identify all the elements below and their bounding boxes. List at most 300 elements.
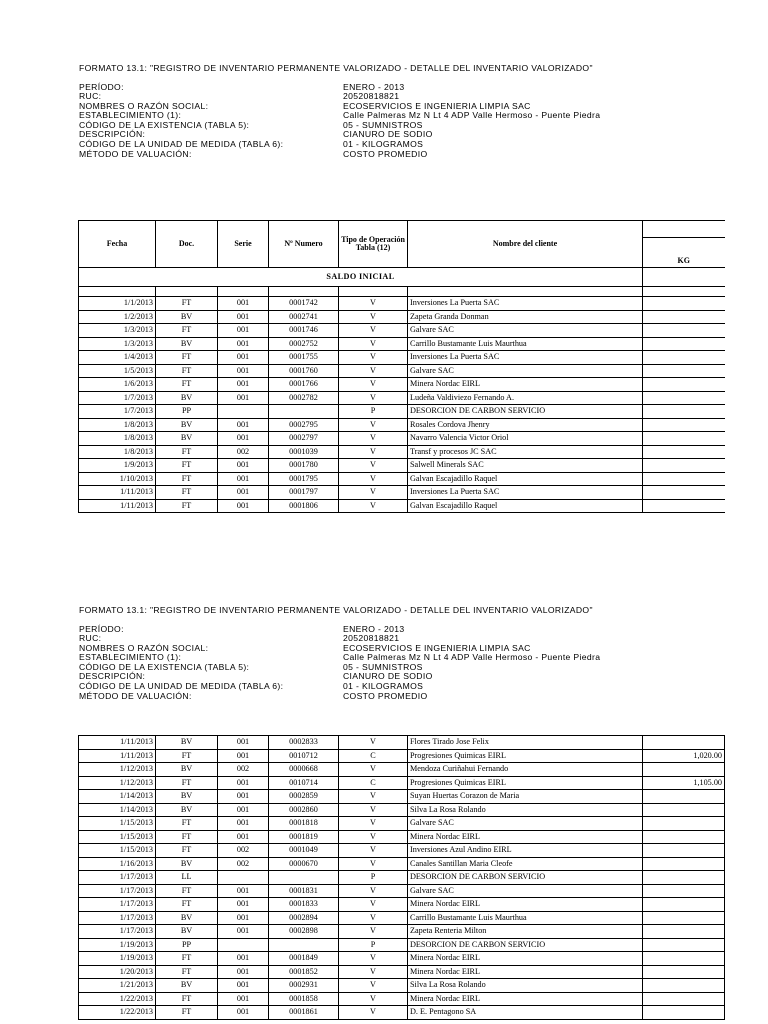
cell-kg: 1,020.00 (643, 749, 725, 763)
cell-cliente: Inversiones La Puerta SAC (408, 297, 643, 311)
cell-kg (643, 337, 725, 351)
cell-fecha: 1/1/2013 (79, 297, 156, 311)
cell-kg (643, 378, 725, 392)
cell-numero: 0001831 (269, 884, 339, 898)
field-value: 20520818821 (343, 91, 400, 102)
field-label: CÓDIGO DE LA UNIDAD DE MEDIDA (TABLA 6): (79, 681, 284, 692)
cell-doc: FT (156, 817, 218, 831)
cell-numero: 0002898 (269, 925, 339, 939)
cell-numero: 0000668 (269, 763, 339, 777)
col-header-fecha: Fecha (79, 221, 156, 268)
cell-numero: 0001849 (269, 952, 339, 966)
cell-operacion: P (339, 938, 408, 952)
field-value: 01 - KILOGRAMOS (343, 139, 424, 150)
cell-serie: 001 (218, 378, 269, 392)
cell-kg (643, 938, 725, 952)
field-label: DESCRIPCIÓN: (79, 671, 146, 682)
header-field-metodo-valuacion (79, 692, 600, 702)
col-header-kg: KG (643, 238, 725, 268)
cell-numero: 0001797 (269, 486, 339, 500)
cell-serie: 001 (218, 817, 269, 831)
cell-operacion: V (339, 445, 408, 459)
cell-numero: 0002833 (269, 736, 339, 750)
cell-operacion: V (339, 1006, 408, 1020)
cell-numero: 0002795 (269, 418, 339, 432)
cell-cliente: Minera Nordac EIRL (408, 992, 643, 1006)
cell-numero: 0002860 (269, 803, 339, 817)
cell-serie (218, 871, 269, 885)
cell-kg (643, 297, 725, 311)
cell-kg (643, 445, 725, 459)
cell-kg (643, 911, 725, 925)
cell-serie: 001 (218, 418, 269, 432)
cell-doc: FT (156, 378, 218, 392)
cell-operacion: V (339, 351, 408, 365)
cell-cliente: Progresiones Quimicas EIRL (408, 776, 643, 790)
cell-doc: FT (156, 965, 218, 979)
cell-operacion: V (339, 736, 408, 750)
cell-kg (643, 459, 725, 473)
cell-operacion: V (339, 310, 408, 324)
cell-serie (218, 938, 269, 952)
cell-operacion: V (339, 324, 408, 338)
cell-cliente: DESORCION DE CARBON SERVICIO (408, 405, 643, 419)
cell-serie: 001 (218, 898, 269, 912)
cell-serie: 001 (218, 364, 269, 378)
cell-operacion: V (339, 418, 408, 432)
table-row (79, 391, 725, 405)
table-row (79, 763, 725, 777)
cell-cliente: Minera Nordac EIRL (408, 898, 643, 912)
cell-doc: PP (156, 405, 218, 419)
cell-fecha: 1/17/2013 (79, 884, 156, 898)
cell-operacion: V (339, 857, 408, 871)
cell-numero: 0001795 (269, 472, 339, 486)
cell-serie: 001 (218, 992, 269, 1006)
table-row (79, 992, 725, 1006)
cell-kg (643, 925, 725, 939)
cell-cliente: Carrillo Bustamante Luis Maurthua (408, 911, 643, 925)
cell-serie: 001 (218, 790, 269, 804)
cell-kg (643, 351, 725, 365)
cell-cliente: Mendoza Curiñahui Fernando (408, 763, 643, 777)
cell-doc: FT (156, 1006, 218, 1020)
cell-fecha: 1/17/2013 (79, 871, 156, 885)
table-row (79, 911, 725, 925)
cell-cliente: Transf y procesos JC SAC (408, 445, 643, 459)
cell-serie: 001 (218, 310, 269, 324)
cell-serie: 001 (218, 749, 269, 763)
cell-fecha: 1/22/2013 (79, 992, 156, 1006)
cell-fecha: 1/15/2013 (79, 817, 156, 831)
cell-cliente: Navarro Valencia Victor Oriol (408, 432, 643, 446)
cell-numero: 0001858 (269, 992, 339, 1006)
field-value: CIANURO DE SODIO (343, 129, 433, 140)
cell-cliente: Inversiones La Puerta SAC (408, 351, 643, 365)
table-row (79, 871, 725, 885)
cell-numero: 0001049 (269, 844, 339, 858)
cell-fecha: 1/10/2013 (79, 472, 156, 486)
cell-fecha: 1/15/2013 (79, 830, 156, 844)
field-value: ENERO - 2013 (343, 623, 405, 634)
field-label: PERÍODO: (79, 81, 124, 92)
cell-serie: 001 (218, 911, 269, 925)
cell-doc: FT (156, 297, 218, 311)
cell-kg (643, 324, 725, 338)
cell-doc: BV (156, 432, 218, 446)
cell-operacion: V (339, 378, 408, 392)
cell-kg (643, 418, 725, 432)
table-row (79, 405, 725, 419)
cell-cliente: DESORCION DE CARBON SERVICIO (408, 938, 643, 952)
cell-fecha: 1/11/2013 (79, 486, 156, 500)
cell-fecha: 1/11/2013 (79, 736, 156, 750)
cell-cliente: Zapeta Granda Donman (408, 310, 643, 324)
table-header-row (79, 221, 725, 238)
cell-fecha: 1/5/2013 (79, 364, 156, 378)
cell-operacion: V (339, 817, 408, 831)
field-value: 05 - SUMNISTROS (343, 661, 423, 672)
cell-doc: BV (156, 911, 218, 925)
cell-kg (643, 952, 725, 966)
cell-doc: FT (156, 351, 218, 365)
cell-operacion: V (339, 844, 408, 858)
table-row (79, 830, 725, 844)
cell-kg (643, 499, 725, 513)
cell-fecha: 1/17/2013 (79, 911, 156, 925)
cell-cliente: Galvan Escajadillo Raquel (408, 472, 643, 486)
field-label: PERÍODO: (79, 623, 124, 634)
table-row (79, 925, 725, 939)
cell-numero (269, 871, 339, 885)
field-label: ESTABLECIMIENTO (1): (79, 110, 182, 121)
cell-serie: 002 (218, 763, 269, 777)
field-value: ECOSERVICIOS E INGENIERIA LIMPIA SAC (343, 642, 531, 653)
field-label: MÉTODO DE VALUACIÓN: (79, 690, 192, 701)
cell-fecha: 1/19/2013 (79, 952, 156, 966)
cell-numero (269, 405, 339, 419)
cell-doc: BV (156, 418, 218, 432)
saldo-inicial-kg (643, 268, 725, 287)
cell-serie: 001 (218, 391, 269, 405)
table-row (79, 418, 725, 432)
cell-serie: 002 (218, 445, 269, 459)
cell-numero: 0001742 (269, 297, 339, 311)
cell-numero: 0001833 (269, 898, 339, 912)
cell-numero: 0010712 (269, 749, 339, 763)
cell-operacion: V (339, 337, 408, 351)
cell-operacion: V (339, 763, 408, 777)
cell-serie: 001 (218, 337, 269, 351)
cell-cliente: Galvan Escajadillo Raquel (408, 499, 643, 513)
cell-operacion: V (339, 486, 408, 500)
cell-serie: 001 (218, 324, 269, 338)
cell-operacion: V (339, 790, 408, 804)
cell-operacion: V (339, 992, 408, 1006)
table-row (79, 324, 725, 338)
cell-cliente: Zapeta Renteria Milton (408, 925, 643, 939)
cell-fecha: 1/12/2013 (79, 763, 156, 777)
cell-serie: 001 (218, 979, 269, 993)
cell-numero: 0010714 (269, 776, 339, 790)
cell-serie: 001 (218, 432, 269, 446)
cell-numero: 0002931 (269, 979, 339, 993)
cell-operacion: V (339, 432, 408, 446)
cell-fecha: 1/17/2013 (79, 925, 156, 939)
field-label: CÓDIGO DE LA EXISTENCIA (TABLA 5): (79, 119, 250, 130)
cell-numero: 0002782 (269, 391, 339, 405)
field-value: 20520818821 (343, 633, 400, 644)
cell-cliente: Canales Santillan Maria Cleofe (408, 857, 643, 871)
field-label: RUC: (79, 633, 102, 644)
cell-doc: PP (156, 938, 218, 952)
header-field-codigo-existencia (79, 663, 600, 673)
cell-fecha: 1/6/2013 (79, 378, 156, 392)
cell-fecha: 1/8/2013 (79, 432, 156, 446)
cell-doc: BV (156, 979, 218, 993)
cell-fecha: 1/11/2013 (79, 499, 156, 513)
field-value: 01 - KILOGRAMOS (343, 681, 424, 692)
table-row (79, 378, 725, 392)
cell-serie: 002 (218, 857, 269, 871)
field-label: NOMBRES O RAZÓN SOCIAL: (79, 100, 209, 111)
cell-operacion: V (339, 952, 408, 966)
table-row (79, 817, 725, 831)
field-label: MÉTODO DE VALUACIÓN: (79, 148, 192, 159)
field-value: COSTO PROMEDIO (343, 690, 428, 701)
cell-kg (643, 472, 725, 486)
cell-doc: BV (156, 391, 218, 405)
cell-kg (643, 486, 725, 500)
field-value: COSTO PROMEDIO (343, 148, 428, 159)
cell-numero: 0002859 (269, 790, 339, 804)
cell-doc: FT (156, 459, 218, 473)
cell-doc: BV (156, 337, 218, 351)
cell-serie: 001 (218, 1006, 269, 1020)
table-row (79, 790, 725, 804)
cell-fecha: 1/7/2013 (79, 391, 156, 405)
cell-kg (643, 736, 725, 750)
table-row (79, 857, 725, 871)
cell-operacion: P (339, 871, 408, 885)
table-row (79, 965, 725, 979)
cell-kg (643, 979, 725, 993)
cell-kg (643, 965, 725, 979)
blank-row (79, 287, 725, 297)
field-label: ESTABLECIMIENTO (1): (79, 652, 182, 663)
field-label: DESCRIPCIÓN: (79, 129, 146, 140)
cell-fecha: 1/2/2013 (79, 310, 156, 324)
cell-operacion: V (339, 297, 408, 311)
cell-numero: 0002741 (269, 310, 339, 324)
cell-operacion: V (339, 364, 408, 378)
cell-numero: 0001780 (269, 459, 339, 473)
cell-doc: FT (156, 776, 218, 790)
cell-operacion: V (339, 965, 408, 979)
cell-cliente: Silva La Rosa Rolando (408, 979, 643, 993)
inventory-table-page-2 (78, 735, 725, 1020)
table-row (79, 445, 725, 459)
cell-doc: LL (156, 871, 218, 885)
cell-operacion: V (339, 803, 408, 817)
cell-kg (643, 884, 725, 898)
cell-doc: FT (156, 472, 218, 486)
cell-serie: 001 (218, 459, 269, 473)
cell-operacion: V (339, 979, 408, 993)
cell-operacion: V (339, 898, 408, 912)
inventory-table-page-1 (78, 220, 725, 513)
cell-fecha: 1/4/2013 (79, 351, 156, 365)
cell-cliente: Inversiones La Puerta SAC (408, 486, 643, 500)
cell-serie: 001 (218, 499, 269, 513)
field-value: 05 - SUMNISTROS (343, 119, 423, 130)
cell-serie: 001 (218, 830, 269, 844)
cell-fecha: 1/19/2013 (79, 938, 156, 952)
cell-cliente: Suyan Huertas Corazon de Maria (408, 790, 643, 804)
cell-kg (643, 405, 725, 419)
cell-serie: 002 (218, 844, 269, 858)
table-row (79, 938, 725, 952)
cell-numero: 0001755 (269, 351, 339, 365)
col-header-numero: Nº Numero (269, 221, 339, 268)
cell-doc: FT (156, 486, 218, 500)
table-row (79, 898, 725, 912)
cell-kg (643, 1006, 725, 1020)
cell-cliente: Ludeña Valdiviezo Fernando A. (408, 391, 643, 405)
cell-doc: FT (156, 499, 218, 513)
cell-cliente: Galvare SAC (408, 884, 643, 898)
cell-numero: 0001818 (269, 817, 339, 831)
cell-cliente: Minera Nordac EIRL (408, 378, 643, 392)
cell-numero: 0001760 (269, 364, 339, 378)
table-row (79, 952, 725, 966)
cell-fecha: 1/8/2013 (79, 445, 156, 459)
header-field-periodo (79, 625, 600, 635)
cell-fecha: 1/14/2013 (79, 803, 156, 817)
cell-numero: 0001746 (269, 324, 339, 338)
table-row (79, 884, 725, 898)
col-header-cliente: Nombre del cliente (408, 221, 643, 268)
cell-serie: 001 (218, 965, 269, 979)
table-row (79, 364, 725, 378)
cell-operacion: V (339, 911, 408, 925)
report-title: FORMATO 13.1: "REGISTRO DE INVENTARIO PERMANENTE VALORIZADO - DETALLE DEL INVENTARIO VALORIZADO" (79, 63, 593, 73)
cell-kg (643, 817, 725, 831)
cell-numero: 0001819 (269, 830, 339, 844)
field-value: ENERO - 2013 (343, 81, 405, 92)
cell-numero: 0001766 (269, 378, 339, 392)
cell-doc: BV (156, 736, 218, 750)
field-label: CÓDIGO DE LA UNIDAD DE MEDIDA (TABLA 6): (79, 139, 284, 150)
cell-numero (269, 938, 339, 952)
col-header-doc: Doc. (156, 221, 218, 268)
cell-cliente: Minera Nordac EIRL (408, 952, 643, 966)
cell-serie: 001 (218, 776, 269, 790)
cell-fecha: 1/17/2013 (79, 898, 156, 912)
cell-serie: 001 (218, 486, 269, 500)
cell-kg (643, 844, 725, 858)
cell-doc: BV (156, 857, 218, 871)
table-row (79, 337, 725, 351)
cell-numero: 0002752 (269, 337, 339, 351)
table-row (79, 776, 725, 790)
cell-doc: BV (156, 790, 218, 804)
cell-numero: 0001806 (269, 499, 339, 513)
cell-cliente: Silva La Rosa Rolando (408, 803, 643, 817)
cell-operacion: V (339, 499, 408, 513)
cell-cliente: Carrillo Bustamante Luis Maurthua (408, 337, 643, 351)
table-row (79, 351, 725, 365)
cell-serie: 001 (218, 472, 269, 486)
header-field-metodo-valuacion (79, 150, 600, 160)
cell-fecha: 1/22/2013 (79, 1006, 156, 1020)
cell-doc: FT (156, 324, 218, 338)
table-row (79, 432, 725, 446)
field-value: ECOSERVICIOS E INGENIERIA LIMPIA SAC (343, 100, 531, 111)
cell-fecha: 1/7/2013 (79, 405, 156, 419)
cell-doc: FT (156, 884, 218, 898)
table-row (79, 297, 725, 311)
cell-operacion: P (339, 405, 408, 419)
cell-serie: 001 (218, 925, 269, 939)
saldo-inicial-row (79, 268, 725, 287)
cell-serie (218, 405, 269, 419)
col-header-operacion: Tipo de Operación Tabla (12) (339, 221, 408, 268)
cell-doc: FT (156, 992, 218, 1006)
cell-fecha: 1/11/2013 (79, 749, 156, 763)
cell-fecha: 1/8/2013 (79, 418, 156, 432)
cell-kg (643, 898, 725, 912)
cell-doc: BV (156, 925, 218, 939)
cell-doc: FT (156, 364, 218, 378)
cell-cliente: DESORCION DE CARBON SERVICIO (408, 871, 643, 885)
cell-kg (643, 432, 725, 446)
cell-operacion: V (339, 391, 408, 405)
table-row (79, 844, 725, 858)
cell-kg: 1,105.00 (643, 776, 725, 790)
cell-doc: FT (156, 952, 218, 966)
cell-fecha: 1/14/2013 (79, 790, 156, 804)
cell-operacion: V (339, 830, 408, 844)
cell-kg (643, 763, 725, 777)
cell-kg (643, 830, 725, 844)
col-header-kg-group (643, 221, 725, 238)
cell-doc: BV (156, 803, 218, 817)
cell-cliente: Galvare SAC (408, 324, 643, 338)
cell-fecha: 1/9/2013 (79, 459, 156, 473)
cell-kg (643, 871, 725, 885)
table-row (79, 1006, 725, 1020)
cell-fecha: 1/16/2013 (79, 857, 156, 871)
table-row (79, 310, 725, 324)
cell-doc: BV (156, 763, 218, 777)
cell-fecha: 1/3/2013 (79, 337, 156, 351)
cell-serie: 001 (218, 351, 269, 365)
table-row (79, 979, 725, 993)
field-value: Calle Palmeras Mz N Lt 4 ADP Valle Hermoso - Puente Piedra (343, 652, 601, 663)
cell-cliente: D. E. Pentagono SA (408, 1006, 643, 1020)
cell-kg (643, 857, 725, 871)
cell-operacion: C (339, 776, 408, 790)
cell-serie: 001 (218, 297, 269, 311)
cell-cliente: Inversiones Azul Andino EIRL (408, 844, 643, 858)
report-header-page-1 (79, 63, 600, 159)
cell-serie: 001 (218, 803, 269, 817)
cell-numero: 0001039 (269, 445, 339, 459)
cell-operacion: V (339, 472, 408, 486)
cell-cliente: Minera Nordac EIRL (408, 965, 643, 979)
table-row (79, 459, 725, 473)
